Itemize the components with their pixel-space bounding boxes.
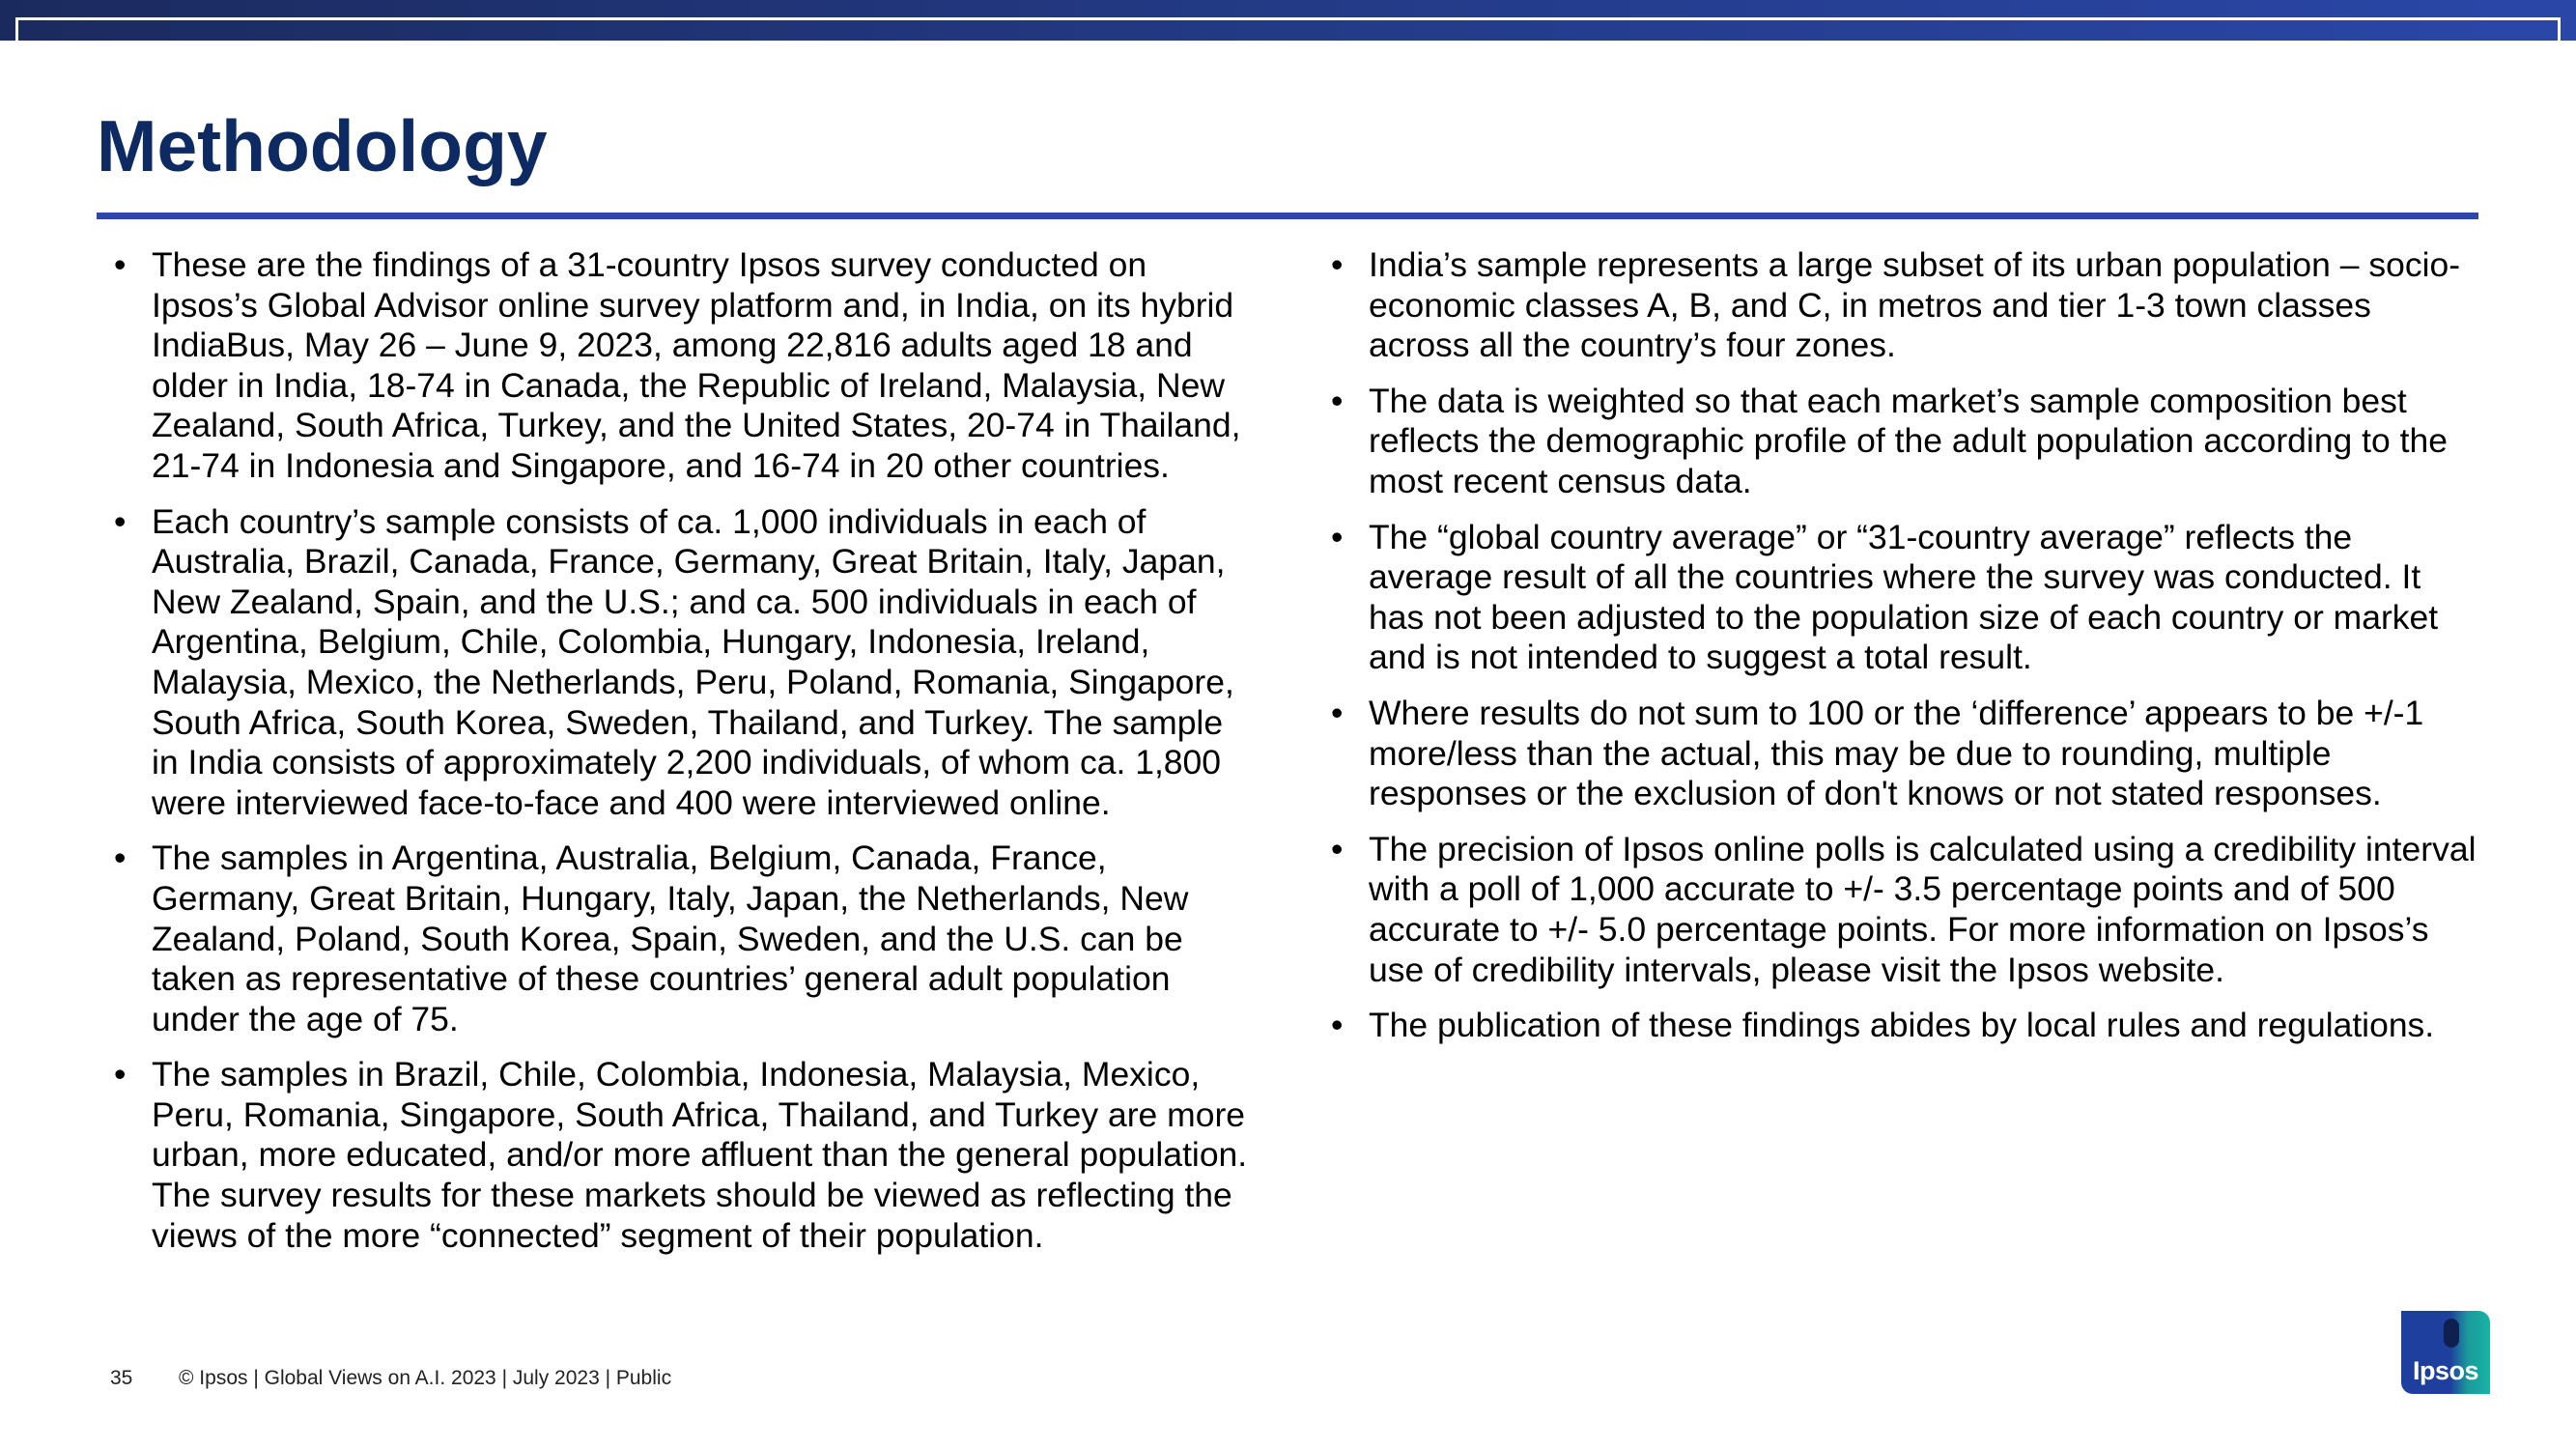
right-bullet-list: [1325, 245, 2479, 1062]
bullet-marker: •: [114, 838, 127, 878]
page-number: 35: [110, 1367, 133, 1389]
list-item: [108, 1055, 1253, 1256]
title-divider: [97, 213, 2478, 219]
bullet-text: Each country’s sample consists of ca. 1,000 individuals in each of Australia, Brazil, Canada, France, Germany, Great Britain, Italy, Japan, New Zealand, Spain, and the U.S.; and ca. 500 individuals in each of Argentina, Belgium, Chile, Colombia, Hungary, Indonesia, Ireland, Malaysia, Mexico, the Netherlands, Peru, Poland, Romania, Singapore, South Africa, South Korea, Sweden, Thailand, and Turkey. The sample in India consists of approximately 2,200 individuals, of whom ca. 1,800 were interviewed face-to-face and 400 were interviewed online.: [152, 501, 1234, 822]
bullet-text: These are the findings of a 31-country Ipsos survey conducted on Ipsos’s Global Advisor online survey platform and, in India, on its hybrid IndiaBus, May 26 – June 9, 2023, among 22,816 adults aged 18 and older in India, 18-74 in Canada, the Republic of Ireland, Malaysia, New Zealand, South Africa, Turkey, and the United States, 20-74 in Thailand, 21-74 in Indonesia and Singapore, and 16-74 in 20 other countries.: [152, 245, 1241, 485]
top-banner: [0, 0, 2576, 41]
bullet-text: The samples in Argentina, Australia, Belgium, Canada, France, Germany, Great Britain, Hungary, Italy, Japan, the Netherlands, New Zealand, Poland, South Korea, Spain, Sweden, and the U.S. can be taken as representative of these countries’ general adult population under the age of 75.: [152, 838, 1189, 1038]
logo-mark: [2444, 1319, 2459, 1348]
list-item: [1325, 518, 2479, 678]
bullet-marker: •: [1331, 381, 1344, 420]
list-item: [108, 502, 1253, 824]
bullet-text: The precision of Ipsos online polls is calculated using a credibility interval with a poll of 1,000 accurate to +/- 3.5 percentage points and of 500 accurate to +/- 5.0 percentage points. For more information on Ipsos’s use of credibility intervals, please visit the Ipsos website.: [1369, 829, 2477, 989]
bullet-marker: •: [1331, 829, 1344, 868]
logo-text: Ipsos: [2412, 1356, 2479, 1385]
list-item: [1325, 1006, 2479, 1046]
bullet-text: The “global country average” or “31-country average” reflects the average result of all the countries where the survey was conducted. It has not been adjusted to the population size of each country or market and is not intended to suggest a total result.: [1369, 517, 2439, 677]
footer-text: © Ipsos | Global Views on A.I. 2023 | July 2023 | Public: [179, 1367, 672, 1389]
bullet-text: Where results do not sum to 100 or the ‘difference’ appears to be +/-1 more/less than the actual, this may be due to rounding, multiple responses or the exclusion of don't knows or not stated responses.: [1369, 693, 2424, 813]
bullet-marker: •: [1331, 245, 1344, 284]
list-item: [1325, 830, 2479, 990]
bullet-text: India’s sample represents a large subset of its urban population – socio-economic classes A, B, and C, in metros and tier 1-3 town classes across all the country’s four zones.: [1369, 245, 2461, 365]
bullet-marker: •: [114, 501, 127, 541]
bullet-marker: •: [1331, 693, 1344, 732]
list-item: [108, 838, 1253, 1039]
bullet-marker: •: [114, 1055, 127, 1094]
top-banner-frame: [15, 17, 2561, 41]
list-item: [1325, 382, 2479, 502]
page-title: Methodology: [97, 105, 548, 186]
left-bullet-list: [108, 245, 1253, 1271]
bullet-text: The publication of these findings abides by local rules and regulations.: [1369, 1006, 2435, 1045]
list-item: [1325, 694, 2479, 814]
list-item: [1325, 245, 2479, 366]
bullet-text: The data is weighted so that each market’s sample composition best reflects the demographic profile of the adult population according to the most recent census data.: [1369, 381, 2448, 500]
bullet-text: The samples in Brazil, Chile, Colombia, Indonesia, Malaysia, Mexico, Peru, Romania, Singapore, South Africa, Thailand, and Turkey are more urban, more educated, and/or more affluent than the general population. The survey results for these markets should be viewed as reflecting the views of the more “connected” segment of their population.: [152, 1055, 1248, 1255]
bullet-marker: •: [1331, 1006, 1344, 1045]
bullet-marker: •: [1331, 517, 1344, 556]
ipsos-logo-icon: [2401, 1311, 2490, 1394]
bullet-marker: •: [114, 245, 127, 284]
list-item: [108, 245, 1253, 487]
